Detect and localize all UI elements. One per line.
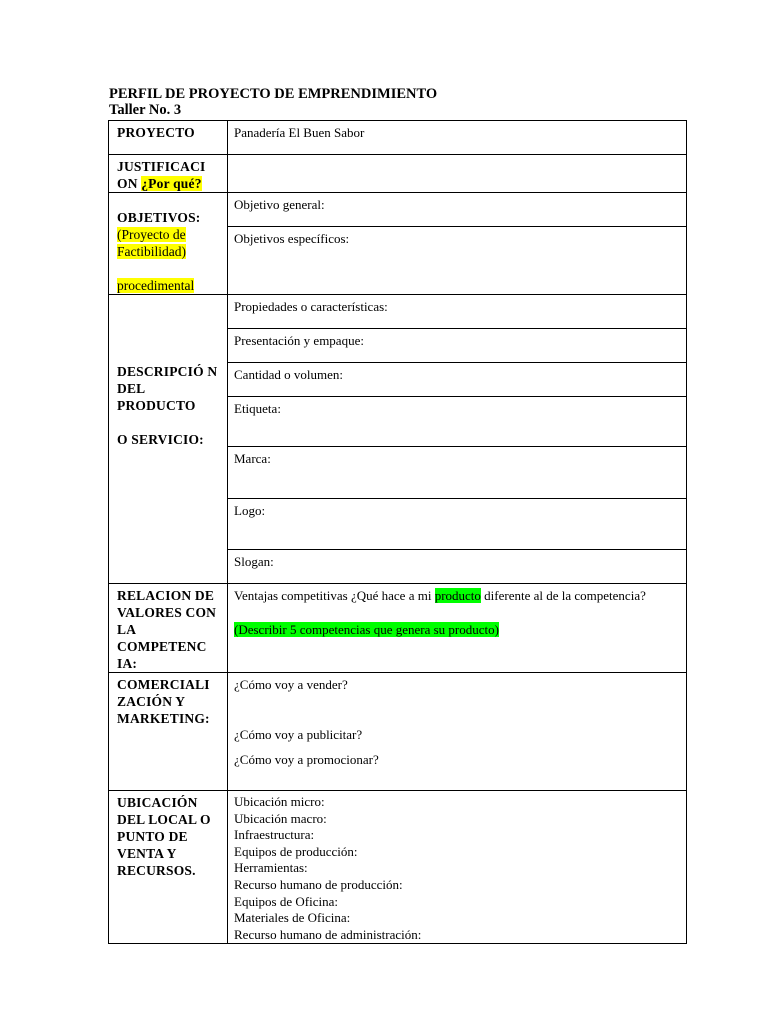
descripcion-item: Etiqueta: <box>234 401 281 416</box>
descripcion-item-cell <box>228 397 687 447</box>
descripcion-label-2: DEL PRODUCTO <box>117 381 196 413</box>
justificacion-label-highlight: ¿Por qué? <box>141 176 202 191</box>
justificacion-label <box>109 155 227 192</box>
objetivo-general-cell <box>228 193 687 227</box>
descripcion-item-cell <box>228 499 687 550</box>
descripcion-item-cell <box>228 329 687 363</box>
descripcion-label-3: O SERVICIO: <box>117 432 204 447</box>
descripcion-item-cell <box>228 447 687 499</box>
ubicacion-item: Ubicación micro: <box>234 794 325 809</box>
objetivos-especificos-label: Objetivos específicos: <box>234 231 350 247</box>
row-descripcion-1 <box>109 295 687 329</box>
descripcion-item: Slogan: <box>234 554 274 569</box>
relacion-text-before: Ventajas competitivas ¿Qué hace a mi <box>234 588 435 603</box>
relacion-label: RELACION DE VALORES CON LA COMPETENC IA: <box>117 588 217 671</box>
proyecto-label: PROYECTO <box>117 125 195 140</box>
descripcion-item-cell <box>228 363 687 397</box>
relacion-value-cell <box>228 584 687 673</box>
justificacion-value-cell <box>228 155 687 193</box>
ubicacion-item: Herramientas: <box>234 860 308 876</box>
ubicacion-item: Ubicación macro: <box>234 810 327 826</box>
objetivos-label-cell <box>109 193 228 295</box>
row-proyecto <box>109 121 687 155</box>
relacion-question <box>228 584 686 604</box>
objetivos-label: OBJETIVOS: <box>117 210 201 225</box>
ubicacion-label: UBICACIÓN DEL LOCAL O PUNTO DE VENTA Y RECURSOS. <box>117 795 211 878</box>
descripcion-item: Marca: <box>234 451 271 466</box>
row-ubicacion <box>109 791 687 944</box>
comercializacion-q3: ¿Cómo voy a promocionar? <box>234 752 379 767</box>
relacion-text-after: diferente al de la competencia? <box>480 588 646 603</box>
proyecto-value: Panadería El Buen Sabor <box>234 125 365 140</box>
objetivos-note2: procedimental <box>117 278 195 293</box>
descripcion-item-cell <box>228 550 687 584</box>
comercializacion-label-cell <box>109 673 228 791</box>
comercializacion-label: COMERCIALI ZACIÓN Y MARKETING: <box>117 677 210 726</box>
relacion-label-cell <box>109 584 228 673</box>
ubicacion-item: Equipos de Oficina: <box>234 893 338 909</box>
row-relacion <box>109 584 687 673</box>
ubicacion-item: Infraestructura: <box>234 827 315 843</box>
ubicacion-value-cell <box>228 791 687 944</box>
ubicacion-item: Equipos de producción: <box>234 843 358 859</box>
justificacion-label-cell <box>109 155 228 193</box>
comercializacion-q2: ¿Cómo voy a publicitar? <box>234 727 363 742</box>
descripcion-item-cell <box>228 295 687 329</box>
ubicacion-item: Recurso humano de administración: <box>234 926 422 942</box>
row-objetivo-general <box>109 193 687 227</box>
descripcion-item: Presentación y empaque: <box>234 333 364 348</box>
ubicacion-item: Materiales de Oficina: <box>234 910 351 926</box>
relacion-note: (Describir 5 competencias que genera su producto) <box>234 622 499 637</box>
document-title: PERFIL DE PROYECTO DE EMPRENDIMIENTO <box>109 86 438 102</box>
row-comercializacion <box>109 673 687 791</box>
project-profile-table <box>108 120 687 944</box>
objetivos-especificos-cell <box>228 227 687 295</box>
document-subtitle: Taller No. 3 <box>109 102 182 118</box>
descripcion-item: Logo: <box>234 503 266 518</box>
ubicacion-label-cell <box>109 791 228 944</box>
descripcion-item: Cantidad o volumen: <box>234 367 344 382</box>
objetivos-note: (Proyecto de Factibilidad) <box>117 227 186 259</box>
relacion-text-highlight: producto <box>434 588 481 603</box>
proyecto-value-cell <box>228 121 687 155</box>
descripcion-label-1: DESCRIPCIÓ N <box>117 364 218 379</box>
objetivo-general-label: Objetivo general: <box>234 197 325 212</box>
descripcion-item: Propiedades o características: <box>234 299 388 314</box>
ubicacion-item: Recurso humano de producción: <box>234 876 403 892</box>
row-justificacion <box>109 155 687 193</box>
comercializacion-q1: ¿Cómo voy a vender? <box>234 677 348 692</box>
comercializacion-value-cell <box>228 673 687 791</box>
descripcion-label-cell <box>109 295 228 584</box>
justificacion-label-text: JUSTIFICACI ON <box>117 159 206 191</box>
ubicacion-list <box>228 791 686 943</box>
proyecto-label-cell <box>109 121 228 155</box>
